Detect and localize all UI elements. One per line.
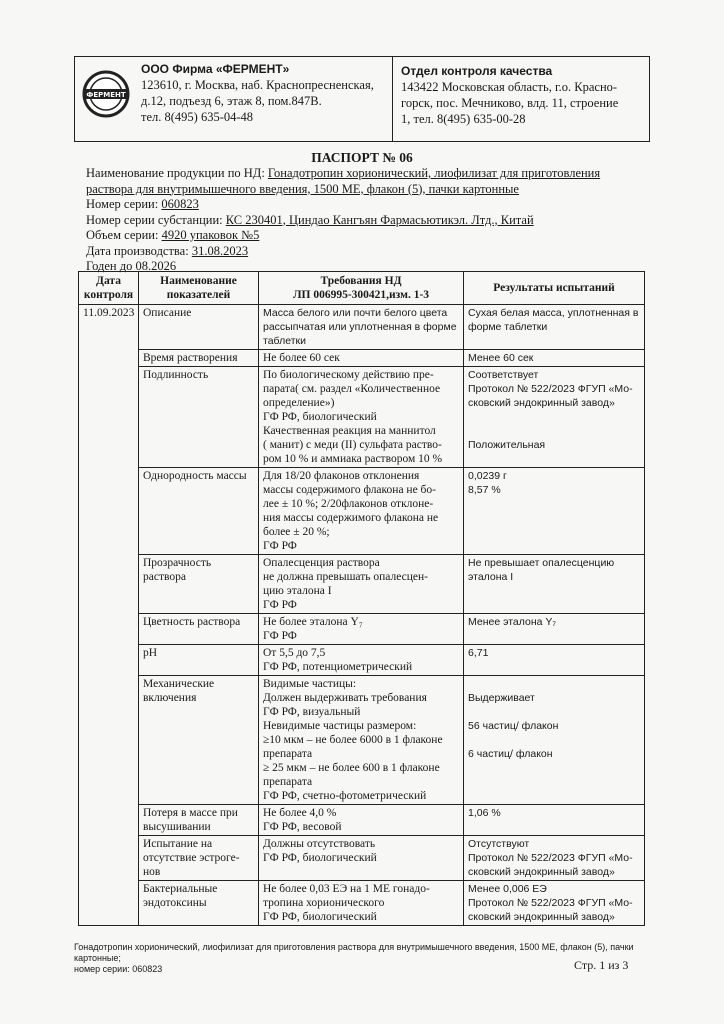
substance-line: Номер серии субстанции: КС 230401, Циндао Кангъян Фармасьютикэл. Лтд., Китай bbox=[86, 212, 534, 227]
requirement-cell: Не более 60 сек bbox=[259, 350, 464, 367]
company-address-line: 123610, г. Москва, наб. Краснопресненская, bbox=[141, 78, 374, 92]
indicator-name-cell: Механические включения bbox=[139, 676, 259, 805]
passport-title: ПАСПОРТ № 06 bbox=[311, 150, 413, 165]
company-name: ООО Фирма «ФЕРМЕНТ» bbox=[141, 62, 290, 76]
letterhead bbox=[74, 56, 650, 142]
qc-address-line: 143422 Московская область, г.о. Красно- bbox=[401, 80, 618, 94]
footer-note bbox=[74, 942, 654, 975]
result-cell: Соответствует Протокол № 522/2023 ФГУП «Мо- сковский эндокринный завод» Положительная bbox=[464, 367, 645, 468]
result-cell: Менее 0,006 ЕЭ Протокол № 522/2023 ФГУП «Мо- сковский эндокринный завод» bbox=[464, 881, 645, 926]
qc-phone: 1, тел. 8(495) 635-00-28 bbox=[401, 112, 526, 126]
requirement-cell: Масса белого или почти белого цвета рассыпчатая или уплотненная в форме таблетки bbox=[259, 305, 464, 350]
header-results: Результаты испытаний bbox=[464, 272, 645, 305]
result-cell: Менее 60 сек bbox=[464, 350, 645, 367]
table-row bbox=[79, 614, 645, 645]
footer-product: Гонадотропин хорионический, лиофилизат для приготовления раствора для внутримышечного введения, 1500 МЕ, флакон (5), пачки картонные; bbox=[74, 942, 634, 963]
result-cell: 1,06 % bbox=[464, 805, 645, 836]
qc-title: Отдел контроля качества bbox=[401, 64, 553, 78]
company-address-line: д.12, подъезд 6, этаж 8, пом.847В. bbox=[141, 94, 322, 108]
table-row bbox=[79, 676, 645, 805]
ferment-logo-icon bbox=[81, 69, 131, 119]
requirement-cell: От 5,5 до 7,5 ГФ РФ, потенциометрический bbox=[259, 645, 464, 676]
product-name-line: Наименование продукции по НД: Гонадотропин хорионический, лиофилизат для приготовления bbox=[86, 166, 601, 180]
product-info bbox=[86, 166, 656, 275]
indicator-name-cell: Цветность раствора bbox=[139, 614, 259, 645]
requirement-cell: Не более 0,03 ЕЭ на 1 МЕ гонадо- тропина хорионического ГФ РФ, биологический bbox=[259, 881, 464, 926]
table-row bbox=[79, 805, 645, 836]
requirement-cell: Видимые частицы: Должен выдерживать требования ГФ РФ, визуальный Невидимые частицы размером: ≥10 мкм – не более 6000 в 1 флаконе препарата ≥ 25 мкм – не более 600 в 1 флаконе препарата ГФ РФ, счетно-фотометрический bbox=[259, 676, 464, 805]
series-line: Номер серии: 060823 bbox=[86, 197, 199, 211]
table-row bbox=[79, 468, 645, 555]
page-number: Стр. 1 из 3 bbox=[574, 958, 629, 972]
requirement-cell: Опалесценция раствора не должна превышать опалесцен- цию эталона I ГФ РФ bbox=[259, 555, 464, 614]
indicator-name-cell: pH bbox=[139, 645, 259, 676]
indicator-name-cell: Прозрачность раствора bbox=[139, 555, 259, 614]
footer-series: номер серии: 060823 bbox=[74, 964, 163, 974]
requirement-cell: Не более 4,0 % ГФ РФ, весовой bbox=[259, 805, 464, 836]
requirement-cell: По биологическому действию пре- парата( см. раздел «Количественное определение») ГФ РФ, биологический Качественная реакция на маннитол ( манит) с меди (II) сульфата раство- ром 10 % и аммиака раствором 10 % bbox=[259, 367, 464, 468]
production-date-line: Дата производства: 31.08.2023 bbox=[86, 243, 249, 258]
result-cell: Выдерживает 56 частиц/ флакон 6 частиц/ флакон bbox=[464, 676, 645, 805]
table-row bbox=[79, 836, 645, 881]
result-cell: Отсутствуют Протокол № 522/2023 ФГУП «Мо- сковский эндокринный завод» bbox=[464, 836, 645, 881]
product-name-line-2: раствора для внутримышечного введения, 1500 МЕ, флакон (5), пачки картонные bbox=[86, 181, 519, 196]
header-requirements: Требования НД ЛП 006995-300421,изм. 1-3 bbox=[259, 272, 464, 305]
control-date: 11.09.2023 bbox=[79, 305, 139, 926]
indicator-name-cell: Подлинность bbox=[139, 367, 259, 468]
indicator-name-cell: Потеря в массе при высушивании bbox=[139, 805, 259, 836]
test-results-table bbox=[78, 271, 645, 926]
company-phone: тел. 8(495) 635-04-48 bbox=[141, 110, 254, 124]
svg-text:ФЕРМЕНТ: ФЕРМЕНТ bbox=[86, 91, 126, 100]
table-row bbox=[79, 645, 645, 676]
table-row bbox=[79, 367, 645, 468]
header-date: Дата контроля bbox=[79, 272, 139, 305]
qc-address-line: горск, пос. Мечниково, влд. 11, строение bbox=[401, 96, 619, 110]
table-row bbox=[79, 555, 645, 614]
indicator-name-cell: Однородность массы bbox=[139, 468, 259, 555]
requirement-cell: Должны отсутствовать ГФ РФ, биологический bbox=[259, 836, 464, 881]
volume-line: Объем серии: 4920 упаковок №5 bbox=[86, 228, 260, 242]
requirement-cell: Не более эталона Y₇ ГФ РФ bbox=[259, 614, 464, 645]
result-cell: Не превышает опалесценцию эталона I bbox=[464, 555, 645, 614]
result-cell: Менее эталона Y₇ bbox=[464, 614, 645, 645]
header-name: Наименование показателей bbox=[139, 272, 259, 305]
table-row bbox=[79, 350, 645, 367]
table-header-row bbox=[79, 272, 645, 305]
expiry-line: Годен до 08.2026 bbox=[86, 259, 177, 273]
company-block bbox=[75, 57, 393, 141]
result-cell: 0,0239 г 8,57 % bbox=[464, 468, 645, 555]
qc-block bbox=[393, 57, 649, 141]
indicator-name-cell: Испытание на отсутствие эстроге- нов bbox=[139, 836, 259, 881]
requirement-cell: Для 18/20 флаконов отклонения массы содержимого флакона не бо- лее ± 10 %; 2/20флаконов отклоне- ния массы содержимого флакона не более ± 20 %; ГФ РФ bbox=[259, 468, 464, 555]
indicator-name-cell: Время растворения bbox=[139, 350, 259, 367]
table-row bbox=[79, 881, 645, 926]
result-cell: Сухая белая масса, уплотненная в форме таблетки bbox=[464, 305, 645, 350]
result-cell: 6,71 bbox=[464, 645, 645, 676]
indicator-name-cell: Описание bbox=[139, 305, 259, 350]
table-row bbox=[79, 305, 645, 350]
indicator-name-cell: Бактериальные эндотоксины bbox=[139, 881, 259, 926]
